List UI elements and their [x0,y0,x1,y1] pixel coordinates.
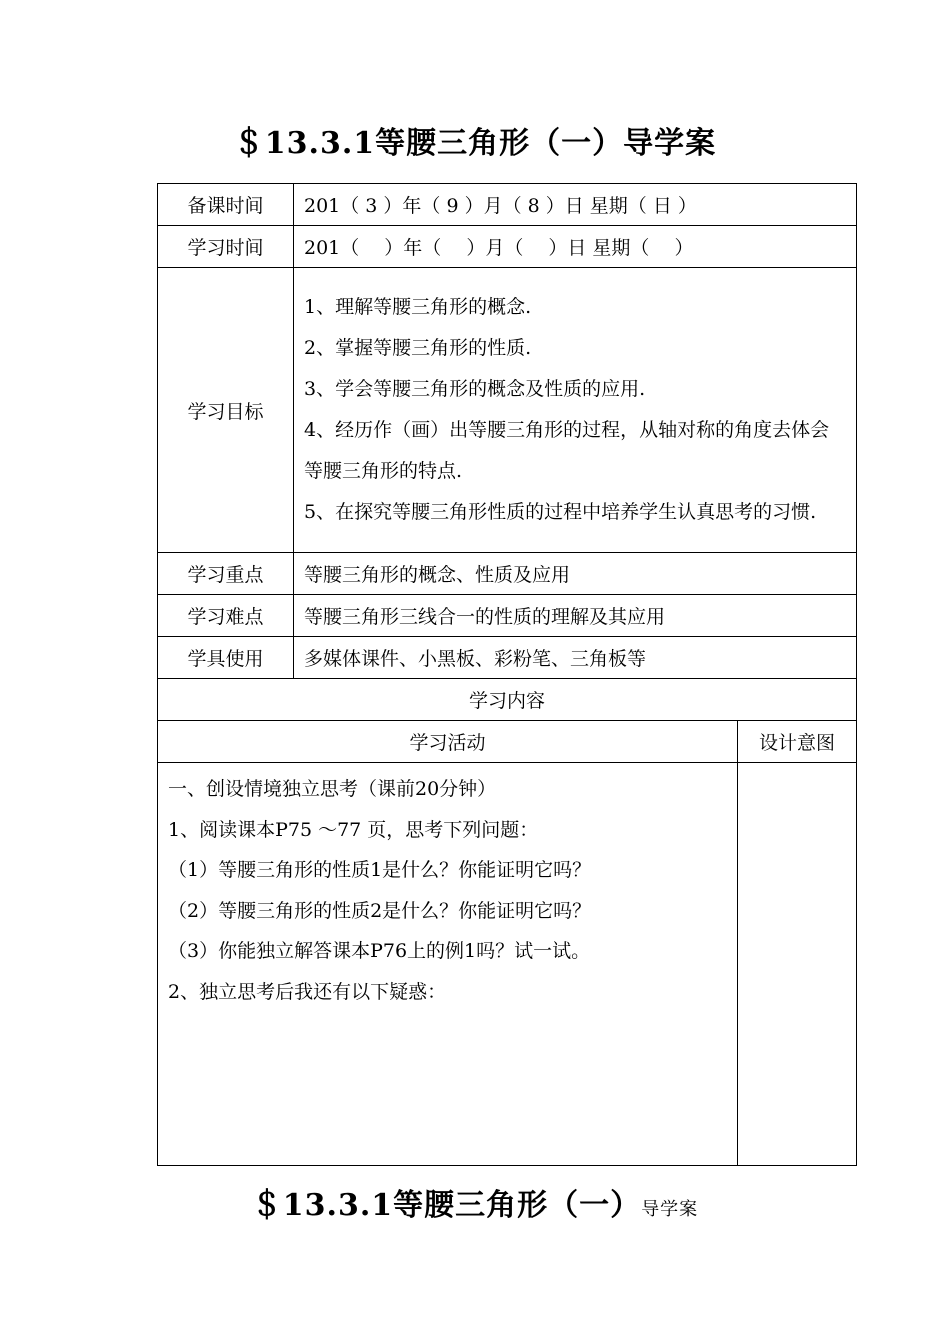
tools-row [158,637,857,679]
objectives-list [294,268,857,553]
key-points-label: 学习重点 [158,553,294,595]
footer-title-small: 导学案 [641,1199,699,1220]
key-points-value: 等腰三角形的概念、性质及应用 [294,553,857,595]
objective-item: 1、理解等腰三角形的概念. [304,296,532,318]
footer-title [0,1180,950,1224]
objectives-row [158,268,857,553]
activity-line: （3）你能独立解答课本P76上的例1吗？试一试。 [168,940,591,962]
activity-line: 1、阅读课本P75 ～77 页，思考下列问题： [168,818,539,841]
objectives-label: 学习目标 [158,268,294,553]
page-title: ＄13.3.1等腰三角形（一）导学案 [233,126,717,161]
tools-label: 学具使用 [158,637,294,679]
activity-header: 学习活动 [158,721,738,763]
footer-title-main: ＄13.3.1等腰三角形（一） [251,1188,642,1223]
key-points-row [158,553,857,595]
difficulty-value: 等腰三角形三线合一的性质的理解及其应用 [294,595,857,637]
activity-line: 一、创设情境独立思考（课前20分钟） [168,778,497,800]
activity-body-row [158,763,857,1166]
objective-item: 5、在探究等腰三角形性质的过程中培养学生认真思考的习惯. [304,501,817,523]
design-intent-cell [738,763,857,1166]
design-header: 设计意图 [738,721,857,763]
objective-item: 2、掌握等腰三角形的性质. [304,337,532,359]
tools-value: 多媒体课件、小黑板、彩粉笔、三角板等 [294,637,857,679]
objective-item: 3、学会等腰三角形的概念及性质的应用. [304,378,646,400]
activity-line: （1）等腰三角形的性质1是什么？你能证明它吗？ [168,859,592,881]
activity-header-row [158,721,857,763]
lesson-plan-table [157,183,857,1166]
activity-content [158,763,738,1166]
study-time-value: 201（ ）年（ ）月（ ）日 星期（ ） [294,226,857,268]
objective-item: 4、经历作（画）出等腰三角形的过程，从轴对称的角度去体会等腰三角形的特点. [304,419,830,482]
prep-time-row [158,184,857,226]
difficulty-label: 学习难点 [158,595,294,637]
content-header: 学习内容 [158,679,857,721]
study-time-label: 学习时间 [158,226,294,268]
difficulty-row [158,595,857,637]
activity-line: （2）等腰三角形的性质2是什么？你能证明它吗？ [168,899,592,922]
study-time-row [158,226,857,268]
prep-time-value: 201（ 3 ）年（ 9 ）月（ 8 ）日 星期（ 日 ） [294,184,857,226]
content-header-row [158,679,857,721]
activity-line: 2、独立思考后我还有以下疑惑： [168,980,447,1003]
prep-time-label: 备课时间 [158,184,294,226]
